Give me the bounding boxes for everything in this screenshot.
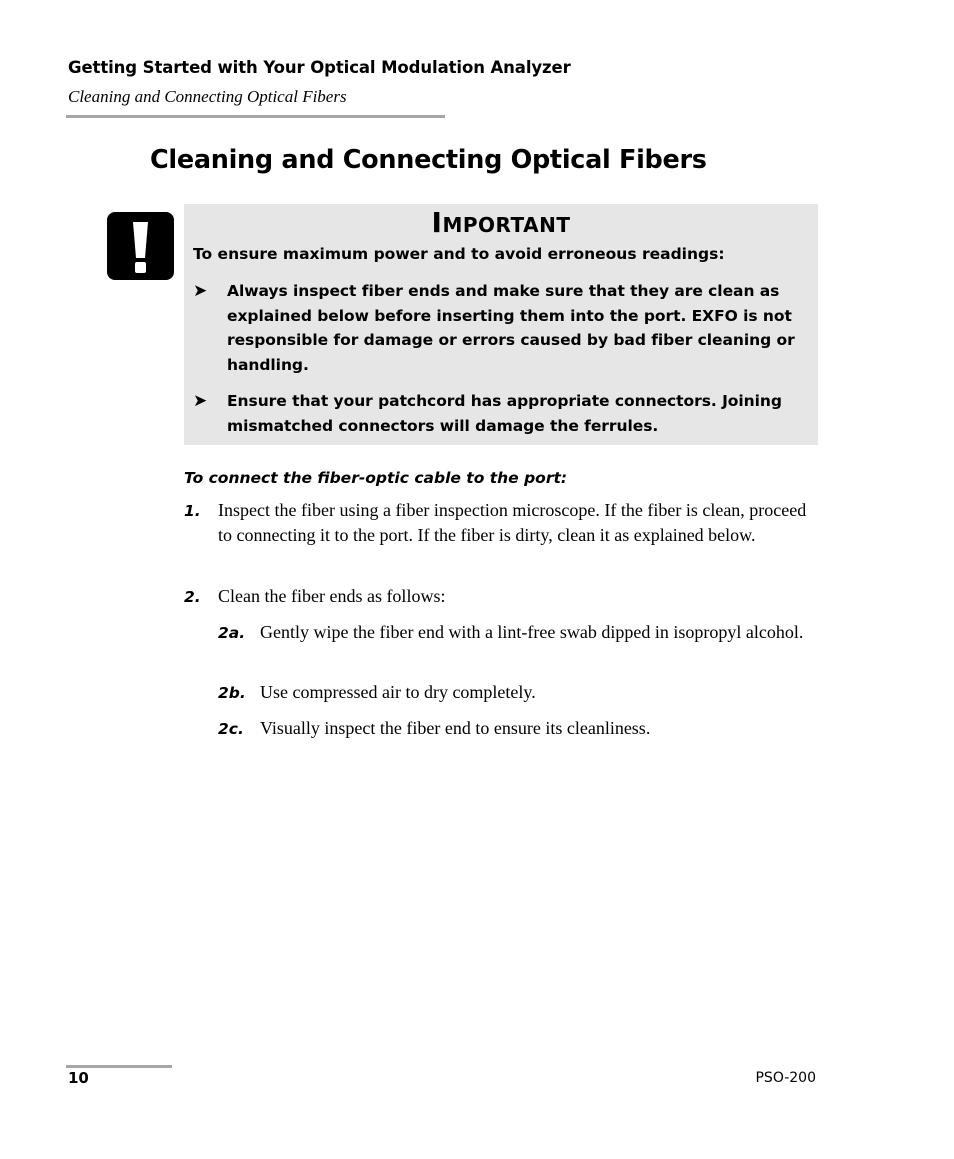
section-title: Cleaning and Connecting Optical Fibers xyxy=(150,145,707,175)
important-heading-initial: I xyxy=(431,206,443,239)
page-number: 10 xyxy=(68,1069,89,1087)
important-heading-rest: MPORTANT xyxy=(442,213,571,237)
substep-text: Visually inspect the fiber end to ensure its cleanliness. xyxy=(260,718,651,738)
running-header-subtitle: Cleaning and Connecting Optical Fibers xyxy=(68,87,347,106)
running-header-title: Getting Started with Your Optical Modulation Analyzer xyxy=(68,58,571,77)
important-bullet-text: Always inspect fiber ends and make sure that they are clean as explained below before inserting them into the port. EXFO is not responsible for damage or errors caused by bad fiber cleaning or handling. xyxy=(227,282,795,374)
procedure-substep xyxy=(218,716,820,741)
arrow-bullet-icon: ➤ xyxy=(193,281,208,301)
exclamation-warning-icon xyxy=(107,212,174,280)
footer-divider xyxy=(66,1065,172,1068)
important-bullet xyxy=(193,279,813,377)
substep-text: Gently wipe the fiber end with a lint-free swab dipped in isopropyl alcohol. xyxy=(260,622,804,642)
arrow-bullet-icon: ➤ xyxy=(193,391,208,411)
important-bullet xyxy=(193,389,813,438)
important-heading xyxy=(184,206,818,239)
procedure-step xyxy=(184,584,820,609)
procedure-substep xyxy=(218,680,820,705)
step-text: Clean the fiber ends as follows: xyxy=(218,586,446,606)
procedure-step xyxy=(184,498,820,548)
procedure-title: To connect the fiber-optic cable to the port: xyxy=(184,469,568,487)
important-notice xyxy=(184,204,818,445)
important-bullet-text: Ensure that your patchcord has appropriate connectors. Joining mismatched connectors will damage the ferrules. xyxy=(227,392,782,435)
header-divider xyxy=(66,115,445,118)
substep-number: 2b. xyxy=(218,684,246,702)
substep-number: 2c. xyxy=(218,720,244,738)
procedure-substep xyxy=(218,620,820,645)
substep-text: Use compressed air to dry completely. xyxy=(260,682,536,702)
product-name: PSO-200 xyxy=(755,1070,816,1086)
important-intro: To ensure maximum power and to avoid erroneous readings: xyxy=(193,245,725,263)
step-number: 2. xyxy=(184,588,201,606)
step-text: Inspect the fiber using a fiber inspection microscope. If the fiber is clean, proceed to connecting it to the port. If the fiber is dirty, clean it as explained below. xyxy=(218,500,807,545)
step-number: 1. xyxy=(184,502,201,520)
substep-number: 2a. xyxy=(218,624,246,642)
